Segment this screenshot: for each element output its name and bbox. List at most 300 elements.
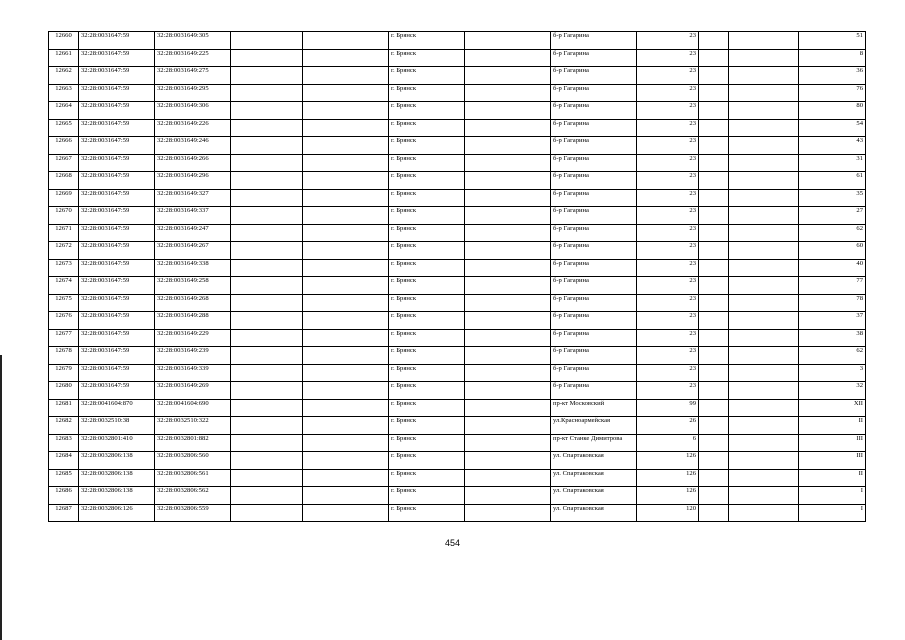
cell-blank-column-11 xyxy=(729,224,799,242)
cell-blank-column-7 xyxy=(465,242,551,260)
cell-house-number: 23 xyxy=(637,32,699,50)
cell-street: б-р Гагарина xyxy=(551,137,637,155)
cell-street: б-р Гагарина xyxy=(551,154,637,172)
cell-blank-column-4 xyxy=(231,434,303,452)
cell-blank-column-5 xyxy=(303,312,389,330)
cell-street: б-р Гагарина xyxy=(551,329,637,347)
cell-street: б-р Гагарина xyxy=(551,382,637,400)
cell-blank-column-7 xyxy=(465,172,551,190)
cell-apartment-number: I xyxy=(799,504,866,522)
cell-record-number: 12678 xyxy=(49,347,79,365)
cell-blank-column-10 xyxy=(699,294,729,312)
cell-parent-cadastral-number: 32:28:0031647:59 xyxy=(79,32,155,50)
cell-parent-cadastral-number: 32:28:0031647:59 xyxy=(79,382,155,400)
cell-parent-cadastral-number: 32:28:0031647:59 xyxy=(79,102,155,120)
cell-blank-column-7 xyxy=(465,382,551,400)
cell-city: г. Брянск xyxy=(389,452,465,470)
cell-record-number: 12663 xyxy=(49,84,79,102)
cell-blank-column-4 xyxy=(231,119,303,137)
cell-blank-column-11 xyxy=(729,49,799,67)
table-row xyxy=(49,137,866,155)
cell-record-number: 12661 xyxy=(49,49,79,67)
cell-blank-column-11 xyxy=(729,469,799,487)
cell-apartment-number: 80 xyxy=(799,102,866,120)
cell-record-number: 12687 xyxy=(49,504,79,522)
cell-blank-column-10 xyxy=(699,172,729,190)
cell-blank-column-11 xyxy=(729,329,799,347)
cell-house-number: 23 xyxy=(637,67,699,85)
cell-blank-column-5 xyxy=(303,32,389,50)
cell-cadastral-number: 32:28:0031649:339 xyxy=(155,364,231,382)
cell-apartment-number: II xyxy=(799,417,866,435)
cell-apartment-number: 3 xyxy=(799,364,866,382)
cell-cadastral-number: 32:28:0031649:258 xyxy=(155,277,231,295)
cell-street: б-р Гагарина xyxy=(551,364,637,382)
table-row xyxy=(49,259,866,277)
cell-blank-column-10 xyxy=(699,242,729,260)
cell-record-number: 12686 xyxy=(49,487,79,505)
cell-record-number: 12669 xyxy=(49,189,79,207)
cell-street: ул. Спартаковская xyxy=(551,469,637,487)
cell-apartment-number: I xyxy=(799,487,866,505)
cell-street: б-р Гагарина xyxy=(551,172,637,190)
cell-record-number: 12668 xyxy=(49,172,79,190)
cell-blank-column-10 xyxy=(699,137,729,155)
cell-cadastral-number: 32:28:0031649:305 xyxy=(155,32,231,50)
cell-blank-column-5 xyxy=(303,137,389,155)
cell-record-number: 12675 xyxy=(49,294,79,312)
cell-city: г. Брянск xyxy=(389,364,465,382)
cell-apartment-number: 61 xyxy=(799,172,866,190)
table-row xyxy=(49,102,866,120)
cell-record-number: 12673 xyxy=(49,259,79,277)
cell-blank-column-11 xyxy=(729,294,799,312)
cell-city: г. Брянск xyxy=(389,312,465,330)
cell-house-number: 23 xyxy=(637,84,699,102)
cell-blank-column-5 xyxy=(303,294,389,312)
cell-house-number: 23 xyxy=(637,172,699,190)
cell-apartment-number: II xyxy=(799,469,866,487)
cell-parent-cadastral-number: 32:28:0041604:870 xyxy=(79,399,155,417)
cell-parent-cadastral-number: 32:28:0031647:59 xyxy=(79,189,155,207)
cell-blank-column-7 xyxy=(465,294,551,312)
cell-house-number: 6 xyxy=(637,434,699,452)
cell-blank-column-4 xyxy=(231,84,303,102)
cell-blank-column-11 xyxy=(729,32,799,50)
cell-parent-cadastral-number: 32:28:0031647:59 xyxy=(79,49,155,67)
cell-city: г. Брянск xyxy=(389,154,465,172)
cell-city: г. Брянск xyxy=(389,504,465,522)
table-row xyxy=(49,487,866,505)
cell-blank-column-4 xyxy=(231,469,303,487)
cell-blank-column-5 xyxy=(303,452,389,470)
cell-record-number: 12681 xyxy=(49,399,79,417)
cell-city: г. Брянск xyxy=(389,137,465,155)
cell-city: г. Брянск xyxy=(389,84,465,102)
cell-blank-column-4 xyxy=(231,417,303,435)
cell-blank-column-11 xyxy=(729,67,799,85)
cell-street: б-р Гагарина xyxy=(551,207,637,225)
cell-city: г. Брянск xyxy=(389,49,465,67)
table-row xyxy=(49,154,866,172)
cell-parent-cadastral-number: 32:28:0031647:59 xyxy=(79,137,155,155)
cell-street: б-р Гагарина xyxy=(551,67,637,85)
cell-city: г. Брянск xyxy=(389,119,465,137)
table-row xyxy=(49,172,866,190)
cell-blank-column-4 xyxy=(231,312,303,330)
cell-house-number: 23 xyxy=(637,119,699,137)
cell-blank-column-10 xyxy=(699,154,729,172)
cell-apartment-number: XII xyxy=(799,399,866,417)
cell-blank-column-5 xyxy=(303,364,389,382)
cell-city: г. Брянск xyxy=(389,294,465,312)
cell-blank-column-10 xyxy=(699,504,729,522)
cell-blank-column-10 xyxy=(699,469,729,487)
table-row xyxy=(49,294,866,312)
cell-cadastral-number: 32:28:0031649:295 xyxy=(155,84,231,102)
cell-blank-column-10 xyxy=(699,364,729,382)
cell-blank-column-7 xyxy=(465,189,551,207)
cell-blank-column-11 xyxy=(729,154,799,172)
cell-blank-column-10 xyxy=(699,49,729,67)
cell-street: б-р Гагарина xyxy=(551,119,637,137)
cell-parent-cadastral-number: 32:28:0031647:59 xyxy=(79,277,155,295)
cell-blank-column-4 xyxy=(231,277,303,295)
cell-blank-column-10 xyxy=(699,399,729,417)
cell-blank-column-11 xyxy=(729,434,799,452)
cell-blank-column-4 xyxy=(231,49,303,67)
cell-parent-cadastral-number: 32:28:0031647:59 xyxy=(79,84,155,102)
cell-blank-column-7 xyxy=(465,67,551,85)
cell-record-number: 12665 xyxy=(49,119,79,137)
cell-blank-column-10 xyxy=(699,207,729,225)
cell-cadastral-number: 32:28:0032806:562 xyxy=(155,487,231,505)
cell-apartment-number: III xyxy=(799,452,866,470)
cell-blank-column-5 xyxy=(303,329,389,347)
cell-blank-column-7 xyxy=(465,452,551,470)
cell-parent-cadastral-number: 32:28:0031647:59 xyxy=(79,294,155,312)
cell-cadastral-number: 32:28:0031649:247 xyxy=(155,224,231,242)
cell-cadastral-number: 32:28:0031649:229 xyxy=(155,329,231,347)
cell-blank-column-7 xyxy=(465,137,551,155)
cell-city: г. Брянск xyxy=(389,189,465,207)
cell-cadastral-number: 32:28:0031649:269 xyxy=(155,382,231,400)
cell-parent-cadastral-number: 32:28:0032806:126 xyxy=(79,504,155,522)
cell-blank-column-5 xyxy=(303,84,389,102)
cell-blank-column-10 xyxy=(699,382,729,400)
table-row xyxy=(49,119,866,137)
cell-city: г. Брянск xyxy=(389,67,465,85)
cell-blank-column-10 xyxy=(699,67,729,85)
cell-record-number: 12667 xyxy=(49,154,79,172)
cell-record-number: 12676 xyxy=(49,312,79,330)
cell-street: б-р Гагарина xyxy=(551,312,637,330)
cell-blank-column-4 xyxy=(231,347,303,365)
cell-blank-column-4 xyxy=(231,294,303,312)
cell-blank-column-10 xyxy=(699,119,729,137)
cell-blank-column-4 xyxy=(231,67,303,85)
cell-blank-column-4 xyxy=(231,242,303,260)
cell-parent-cadastral-number: 32:28:0031647:59 xyxy=(79,207,155,225)
cell-city: г. Брянск xyxy=(389,417,465,435)
table-row xyxy=(49,434,866,452)
cell-street: б-р Гагарина xyxy=(551,49,637,67)
cell-blank-column-5 xyxy=(303,277,389,295)
table-row xyxy=(49,469,866,487)
cell-apartment-number: 38 xyxy=(799,329,866,347)
cell-record-number: 12684 xyxy=(49,452,79,470)
cell-blank-column-4 xyxy=(231,364,303,382)
cell-apartment-number: 27 xyxy=(799,207,866,225)
cell-record-number: 12672 xyxy=(49,242,79,260)
cell-record-number: 12670 xyxy=(49,207,79,225)
cell-house-number: 120 xyxy=(637,504,699,522)
cell-cadastral-number: 32:28:0032806:559 xyxy=(155,504,231,522)
cell-apartment-number: III xyxy=(799,434,866,452)
cell-city: г. Брянск xyxy=(389,259,465,277)
cell-blank-column-4 xyxy=(231,487,303,505)
table-row xyxy=(49,84,866,102)
cell-record-number: 12666 xyxy=(49,137,79,155)
cell-city: г. Брянск xyxy=(389,382,465,400)
cell-blank-column-10 xyxy=(699,329,729,347)
cell-blank-column-7 xyxy=(465,259,551,277)
cell-apartment-number: 32 xyxy=(799,382,866,400)
cell-parent-cadastral-number: 32:28:0031647:59 xyxy=(79,312,155,330)
cell-cadastral-number: 32:28:0031649:337 xyxy=(155,207,231,225)
cell-blank-column-4 xyxy=(231,207,303,225)
cell-blank-column-4 xyxy=(231,172,303,190)
table-row xyxy=(49,347,866,365)
cell-blank-column-7 xyxy=(465,364,551,382)
cell-cadastral-number: 32:28:0031649:226 xyxy=(155,119,231,137)
cell-blank-column-10 xyxy=(699,417,729,435)
cell-blank-column-4 xyxy=(231,102,303,120)
cell-street: б-р Гагарина xyxy=(551,32,637,50)
cell-parent-cadastral-number: 32:28:0031647:59 xyxy=(79,172,155,190)
cell-blank-column-4 xyxy=(231,504,303,522)
cell-blank-column-5 xyxy=(303,259,389,277)
cell-street: б-р Гагарина xyxy=(551,189,637,207)
cell-apartment-number: 37 xyxy=(799,312,866,330)
cell-blank-column-5 xyxy=(303,207,389,225)
cell-blank-column-10 xyxy=(699,259,729,277)
table-row xyxy=(49,312,866,330)
cell-apartment-number: 54 xyxy=(799,119,866,137)
cell-apartment-number: 78 xyxy=(799,294,866,312)
cell-blank-column-11 xyxy=(729,312,799,330)
table-row xyxy=(49,329,866,347)
cell-city: г. Брянск xyxy=(389,102,465,120)
cell-blank-column-5 xyxy=(303,434,389,452)
cell-cadastral-number: 32:28:0031649:267 xyxy=(155,242,231,260)
cell-apartment-number: 77 xyxy=(799,277,866,295)
cell-blank-column-11 xyxy=(729,399,799,417)
cell-blank-column-7 xyxy=(465,329,551,347)
cell-house-number: 126 xyxy=(637,452,699,470)
cell-blank-column-7 xyxy=(465,312,551,330)
cell-house-number: 23 xyxy=(637,364,699,382)
cell-apartment-number: 35 xyxy=(799,189,866,207)
cell-parent-cadastral-number: 32:28:0031647:59 xyxy=(79,364,155,382)
cell-blank-column-11 xyxy=(729,84,799,102)
cell-street: ул. Спартаковская xyxy=(551,504,637,522)
cell-record-number: 12680 xyxy=(49,382,79,400)
cell-street: б-р Гагарина xyxy=(551,277,637,295)
cell-blank-column-5 xyxy=(303,119,389,137)
cell-blank-column-10 xyxy=(699,277,729,295)
table-row xyxy=(49,277,866,295)
cell-blank-column-7 xyxy=(465,102,551,120)
cell-record-number: 12683 xyxy=(49,434,79,452)
cell-blank-column-5 xyxy=(303,67,389,85)
cell-parent-cadastral-number: 32:28:0031647:59 xyxy=(79,224,155,242)
cell-record-number: 12682 xyxy=(49,417,79,435)
cell-cadastral-number: 32:28:0041604:690 xyxy=(155,399,231,417)
cell-record-number: 12660 xyxy=(49,32,79,50)
cell-apartment-number: 8 xyxy=(799,49,866,67)
cell-record-number: 12685 xyxy=(49,469,79,487)
table-row xyxy=(49,452,866,470)
registry-table-body xyxy=(49,32,866,522)
cell-cadastral-number: 32:28:0031649:239 xyxy=(155,347,231,365)
table-row xyxy=(49,32,866,50)
cell-house-number: 126 xyxy=(637,469,699,487)
table-row xyxy=(49,242,866,260)
cell-cadastral-number: 32:28:0031649:338 xyxy=(155,259,231,277)
table-row xyxy=(49,224,866,242)
cell-parent-cadastral-number: 32:28:0031647:59 xyxy=(79,67,155,85)
table-row xyxy=(49,364,866,382)
cell-street: б-р Гагарина xyxy=(551,102,637,120)
cell-cadastral-number: 32:28:0031649:246 xyxy=(155,137,231,155)
cell-city: г. Брянск xyxy=(389,224,465,242)
cell-blank-column-7 xyxy=(465,207,551,225)
cell-blank-column-10 xyxy=(699,452,729,470)
cell-street: пр-кт Станке Димитрова xyxy=(551,434,637,452)
cell-blank-column-11 xyxy=(729,242,799,260)
cell-cadastral-number: 32:28:0032806:561 xyxy=(155,469,231,487)
cell-blank-column-10 xyxy=(699,224,729,242)
cell-house-number: 23 xyxy=(637,49,699,67)
cell-street: ул.Красноармейская xyxy=(551,417,637,435)
cell-apartment-number: 40 xyxy=(799,259,866,277)
cell-blank-column-10 xyxy=(699,434,729,452)
cell-cadastral-number: 32:28:0031649:225 xyxy=(155,49,231,67)
cell-apartment-number: 43 xyxy=(799,137,866,155)
cell-blank-column-4 xyxy=(231,189,303,207)
cell-blank-column-11 xyxy=(729,207,799,225)
cell-city: г. Брянск xyxy=(389,242,465,260)
table-row xyxy=(49,207,866,225)
cell-blank-column-11 xyxy=(729,417,799,435)
cell-house-number: 23 xyxy=(637,224,699,242)
cell-blank-column-7 xyxy=(465,49,551,67)
cell-house-number: 26 xyxy=(637,417,699,435)
cell-cadastral-number: 32:28:0031649:296 xyxy=(155,172,231,190)
cell-house-number: 23 xyxy=(637,382,699,400)
scan-edge-line xyxy=(0,355,2,640)
cell-blank-column-11 xyxy=(729,137,799,155)
cell-blank-column-4 xyxy=(231,382,303,400)
cell-house-number: 23 xyxy=(637,277,699,295)
cell-apartment-number: 51 xyxy=(799,32,866,50)
cell-house-number: 23 xyxy=(637,294,699,312)
cell-blank-column-4 xyxy=(231,259,303,277)
cell-house-number: 23 xyxy=(637,207,699,225)
cell-cadastral-number: 32:28:0031649:327 xyxy=(155,189,231,207)
cell-blank-column-5 xyxy=(303,172,389,190)
cell-blank-column-11 xyxy=(729,172,799,190)
cell-parent-cadastral-number: 32:28:0031647:59 xyxy=(79,259,155,277)
cell-blank-column-10 xyxy=(699,84,729,102)
cell-parent-cadastral-number: 32:28:0031647:59 xyxy=(79,119,155,137)
cell-blank-column-5 xyxy=(303,49,389,67)
cell-blank-column-4 xyxy=(231,399,303,417)
cell-blank-column-11 xyxy=(729,119,799,137)
cell-cadastral-number: 32:28:0031649:288 xyxy=(155,312,231,330)
cell-street: б-р Гагарина xyxy=(551,224,637,242)
table-row xyxy=(49,399,866,417)
cell-cadastral-number: 32:28:0031649:275 xyxy=(155,67,231,85)
cell-house-number: 23 xyxy=(637,312,699,330)
cell-house-number: 23 xyxy=(637,102,699,120)
cell-house-number: 23 xyxy=(637,154,699,172)
cell-blank-column-10 xyxy=(699,487,729,505)
cell-blank-column-7 xyxy=(465,504,551,522)
cell-house-number: 23 xyxy=(637,347,699,365)
cell-house-number: 23 xyxy=(637,189,699,207)
cell-city: г. Брянск xyxy=(389,399,465,417)
cell-blank-column-5 xyxy=(303,189,389,207)
cell-street: ул. Спартаковская xyxy=(551,487,637,505)
cell-cadastral-number: 32:28:0031649:306 xyxy=(155,102,231,120)
cell-city: г. Брянск xyxy=(389,207,465,225)
cell-blank-column-11 xyxy=(729,347,799,365)
cell-cadastral-number: 32:28:0031649:266 xyxy=(155,154,231,172)
cell-blank-column-7 xyxy=(465,469,551,487)
cell-blank-column-10 xyxy=(699,312,729,330)
cell-blank-column-11 xyxy=(729,487,799,505)
cell-city: г. Брянск xyxy=(389,277,465,295)
cell-blank-column-4 xyxy=(231,154,303,172)
cell-apartment-number: 60 xyxy=(799,242,866,260)
cell-cadastral-number: 32:28:0031649:268 xyxy=(155,294,231,312)
cell-cadastral-number: 32:28:0032806:560 xyxy=(155,452,231,470)
cell-blank-column-5 xyxy=(303,399,389,417)
cell-parent-cadastral-number: 32:28:0031647:59 xyxy=(79,154,155,172)
cell-blank-column-7 xyxy=(465,154,551,172)
cell-blank-column-7 xyxy=(465,434,551,452)
cell-parent-cadastral-number: 32:28:0032806:138 xyxy=(79,487,155,505)
cell-blank-column-10 xyxy=(699,347,729,365)
cell-blank-column-10 xyxy=(699,32,729,50)
page-number: 454 xyxy=(444,538,461,548)
cell-house-number: 23 xyxy=(637,259,699,277)
cell-blank-column-4 xyxy=(231,137,303,155)
cell-blank-column-5 xyxy=(303,224,389,242)
cell-house-number: 23 xyxy=(637,137,699,155)
cell-record-number: 12677 xyxy=(49,329,79,347)
cell-parent-cadastral-number: 32:28:0031647:59 xyxy=(79,242,155,260)
cell-city: г. Брянск xyxy=(389,347,465,365)
cell-city: г. Брянск xyxy=(389,329,465,347)
cell-blank-column-11 xyxy=(729,277,799,295)
cell-street: б-р Гагарина xyxy=(551,84,637,102)
cell-apartment-number: 31 xyxy=(799,154,866,172)
cell-blank-column-7 xyxy=(465,224,551,242)
cell-street: б-р Гагарина xyxy=(551,259,637,277)
